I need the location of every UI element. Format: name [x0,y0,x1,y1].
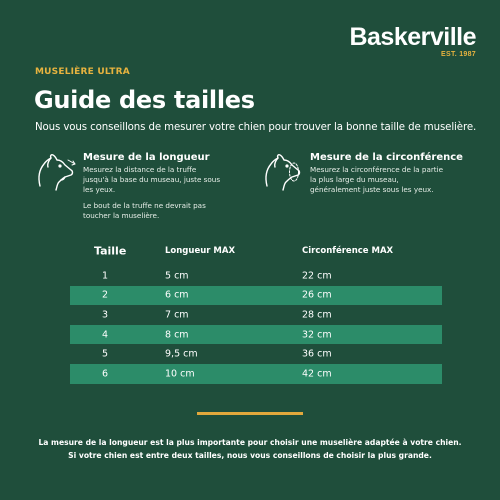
circumference-cell: 42 cm [302,368,332,380]
page-title: Guide des tailles [34,86,255,114]
table-row [70,364,442,384]
circumference-cell: 36 cm [302,348,332,360]
size-cell: 4 [101,329,109,341]
dog-head-length-icon [35,150,77,196]
length-cell: 5 cm [165,270,189,282]
brand-logo [349,24,476,58]
size-cell: 6 [101,368,109,380]
size-table-header [70,242,442,260]
size-cell: 2 [101,289,109,301]
table-row [70,305,442,325]
table-row [70,266,442,286]
length-measure-title: Mesure de la longueur [83,152,210,163]
circumference-cell: 22 cm [302,270,332,282]
size-cell: 3 [101,309,109,321]
size-table [70,242,442,384]
length-cell: 6 cm [165,289,189,301]
circumference-measure-description: Mesurez la circonférence de la partie la plus large du museau, généralement juste sous les yeux. [310,165,444,194]
table-row [70,286,442,306]
intro-text: Nous vous conseillons de mesurer votre chien pour trouver la bonne taille de muselière. [35,122,477,133]
circumference-cell: 26 cm [302,289,332,301]
brand-established: EST. 1987 [441,51,476,58]
length-cell: 9,5 cm [165,348,198,360]
length-cell: 7 cm [165,309,189,321]
circumference-cell: 32 cm [302,329,332,341]
footer-line-1: La mesure de la longueur est la plus importante pour choisir une muselière adaptée à votre chien. [38,438,462,447]
accent-divider [197,412,303,415]
length-measure-description: Mesurez la distance de la truffe jusqu'à la base du museau, juste sous les yeux. [83,165,221,194]
header-circumference-max: Circonférence MAX [302,246,394,256]
size-cell: 5 [101,348,109,360]
header-length-max: Longueur MAX [165,246,236,256]
length-measure-note: Le bout de la truffe ne devrait pas toucher la muselière. [83,201,206,220]
circumference-cell: 28 cm [302,309,332,321]
table-row [70,344,442,364]
dog-head-circumference-icon [262,150,304,196]
size-cell: 1 [101,270,109,282]
length-cell: 10 cm [165,368,195,380]
table-row [70,325,442,345]
footer-line-2: Si votre chien est entre deux tailles, nous vous conseillons de choisir la plus grande. [68,451,432,460]
length-cell: 8 cm [165,329,189,341]
header-size: Taille [94,244,127,258]
product-eyebrow: MUSELIÈRE ULTRA [35,67,130,77]
circumference-measure-title: Mesure de la circonférence [310,152,463,163]
brand-name: Baskerville [349,23,476,51]
footer-note [20,436,480,462]
